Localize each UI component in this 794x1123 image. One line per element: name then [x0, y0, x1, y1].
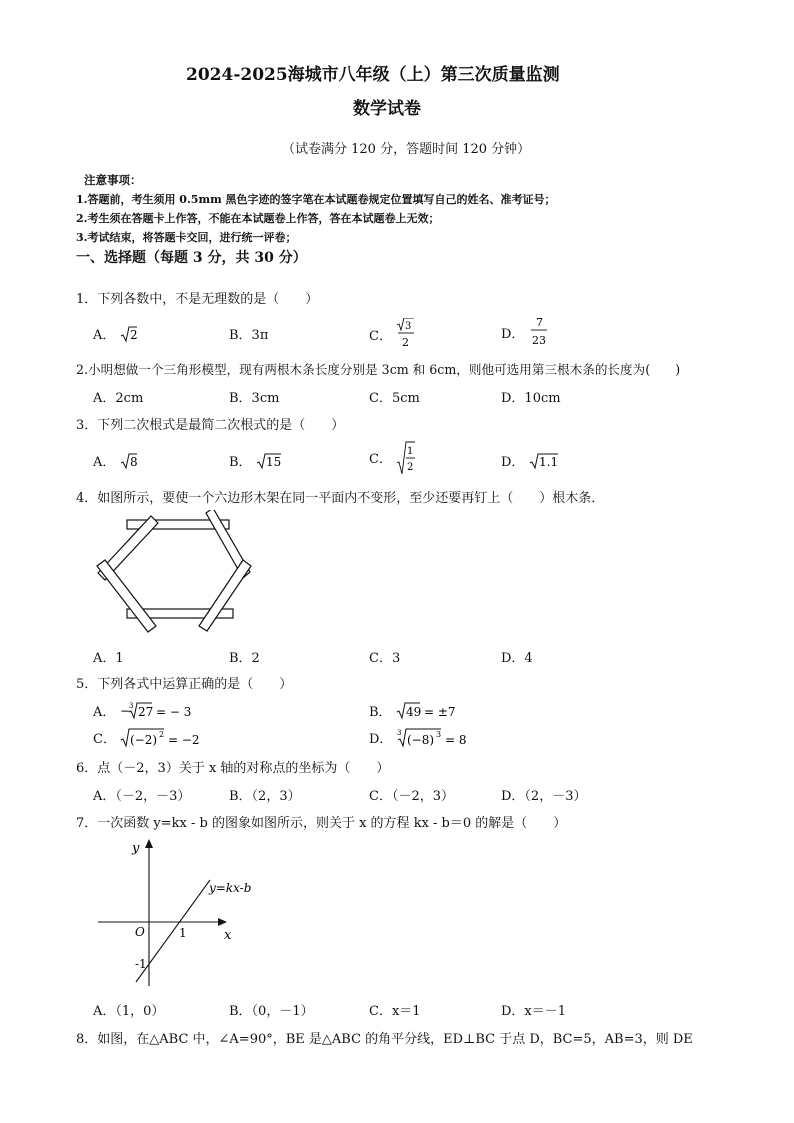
- svg-text:(−8): (−8): [406, 733, 434, 747]
- y-axis-label: y: [132, 841, 140, 856]
- q1-c-label: C．: [369, 329, 392, 344]
- q4-stem: 4．如图所示，要使一个六边形木架在同一平面内不变形，至少还要再钉上（ ）根木条．: [76, 491, 605, 506]
- q2-option-a: A．2cm: [93, 391, 144, 406]
- q3-d-label: D．: [501, 455, 525, 470]
- q5-a-label: A．: [93, 705, 116, 720]
- svg-text:= ±7: = ±7: [423, 705, 456, 719]
- svg-text:1.1: 1.1: [538, 455, 558, 469]
- q4-option-b: B．2: [229, 651, 260, 666]
- q6-option-c: C．（－2，3）: [369, 789, 454, 804]
- q7-option-b: B．（0，－1）: [229, 1004, 314, 1019]
- q3-option-b: [229, 451, 282, 470]
- sqrt-2-expr: [120, 325, 138, 343]
- svg-text:2: 2: [407, 462, 414, 473]
- q1-stem: 1．下列各数中，不是无理数的是（ ）: [76, 292, 319, 307]
- function-line: [136, 880, 210, 982]
- svg-text:= − 3: = − 3: [155, 705, 191, 719]
- svg-text:2: 2: [129, 328, 138, 342]
- q3-option-c: [369, 441, 416, 475]
- q3-stem: 3．下列二次根式是最简二次根式的是（ ）: [76, 418, 345, 433]
- origin-label: O: [135, 925, 145, 939]
- cuberoot-neg8-cubed-expr: [397, 727, 497, 749]
- section-heading: 一、选择题（每题 3 分，共 30 分）: [76, 250, 307, 266]
- svg-text:= −2: = −2: [168, 733, 200, 747]
- q5-stem: 5．下列各式中运算正确的是（ ）: [76, 677, 293, 692]
- note-item-1: 1.答题前，考生须用 0.5mm 黑色字迹的签字笔在本试题卷规定位置填写自己的姓名、准考证号；: [76, 193, 556, 206]
- q3-option-d: [501, 451, 559, 470]
- svg-text:27: 27: [137, 705, 153, 719]
- svg-text:2: 2: [402, 336, 410, 349]
- y-intercept-label: -1: [135, 957, 147, 971]
- neg-cuberoot-27-expr: [120, 701, 206, 721]
- q5-option-d: [369, 727, 497, 749]
- q1-d-label: D．: [501, 327, 525, 342]
- x-axis-label: x: [224, 928, 232, 943]
- exam-info: （试卷满分 120 分，答题时间 120 分钟）: [282, 142, 531, 157]
- seven-over-23-expr: [529, 314, 549, 348]
- q2-option-c: C．5cm: [369, 391, 420, 406]
- svg-text:23: 23: [531, 334, 546, 347]
- q1-option-b: B．3π: [229, 328, 269, 343]
- svg-text:15: 15: [265, 455, 281, 469]
- y-axis-arrow: [145, 839, 153, 848]
- q4-option-d: D．4: [501, 651, 533, 666]
- q6-option-d: D．（2，－3）: [501, 789, 587, 804]
- x-axis-arrow: [218, 918, 227, 926]
- q5-option-a: [93, 701, 206, 721]
- q6-stem: 6．点（－2，3）关于 x 轴的对称点的坐标为（ ）: [76, 761, 390, 776]
- q5-option-b: [369, 701, 476, 721]
- sqrt-15-expr: [256, 452, 282, 470]
- q6-option-b: B．（2，3）: [229, 789, 301, 804]
- q2-option-b: B．3cm: [229, 391, 280, 406]
- q1-a-label: A．: [93, 328, 116, 343]
- q2-option-d: D．10cm: [501, 391, 561, 406]
- q3-b-label: B．: [229, 455, 252, 470]
- sqrt-49-expr: [396, 701, 476, 721]
- q5-option-c: [93, 727, 220, 749]
- sqrt-1-1-expr: [529, 452, 559, 470]
- note-item-3: 3.考试结束，将答题卡交回，进行统一评卷；: [76, 231, 297, 244]
- svg-text:= 8: = 8: [444, 733, 467, 747]
- svg-text:1: 1: [407, 446, 414, 457]
- q2-stem: 2.小明想做一个三角形模型，现有两根木条长度分别是 3cm 和 6cm，则他可选用第三根木条的长度为( ): [76, 362, 681, 377]
- q5-c-label: C．: [93, 732, 116, 747]
- q5-b-label: B．: [369, 705, 392, 720]
- q7-option-d: D．x＝－1: [501, 1004, 567, 1019]
- q6-option-a: A．（－2，－3）: [93, 789, 191, 804]
- svg-text:−: −: [119, 704, 130, 718]
- svg-text:49: 49: [405, 705, 421, 719]
- q7-option-c: C．x＝1: [369, 1004, 421, 1019]
- note-item-2: 2.考生须在答题卡上作答，不能在本试题卷上作答，答在本试题卷上无效；: [76, 212, 440, 225]
- q3-a-label: A．: [93, 455, 116, 470]
- svg-text:3: 3: [396, 729, 402, 737]
- notes-heading: 注意事项：: [84, 173, 142, 187]
- x-intercept-label: 1: [179, 926, 187, 940]
- q7-stem: 7．一次函数 y=kx - b 的图象如图所示，则关于 x 的方程 kx - b＝0 的解是（ ）: [76, 816, 567, 831]
- q4-option-c: C．3: [369, 651, 401, 666]
- q7-option-a: A．（1，0）: [93, 1004, 165, 1019]
- svg-text:7: 7: [535, 316, 543, 329]
- svg-text:3: 3: [405, 321, 412, 332]
- svg-text:(−2): (−2): [130, 733, 158, 747]
- sqrt-half-expr: [396, 441, 416, 475]
- sqrt3-over-2-expr: [396, 318, 416, 350]
- svg-text:3: 3: [435, 730, 441, 739]
- q1-option-a: [93, 324, 138, 343]
- line-label: y=kx-b: [209, 881, 252, 895]
- exam-subtitle: 数学试卷: [353, 99, 421, 119]
- q3-c-label: C．: [369, 452, 392, 467]
- svg-text:8: 8: [129, 455, 138, 469]
- q8-stem: 8．如图，在△ABC 中，∠A=90°，BE 是△ABC 的角平分线，ED⊥BC 于点 D，BC=5，AB=3，则 DE: [76, 1032, 693, 1047]
- q1-option-c: [369, 318, 416, 350]
- q1-option-d: [501, 314, 549, 348]
- hexagon-frame-figure: [92, 510, 262, 635]
- q3-option-a: [93, 451, 138, 470]
- sqrt-8-expr: [120, 452, 138, 470]
- exam-title: 2024-2025海城市八年级（上）第三次质量监测: [186, 65, 560, 85]
- svg-text:3: 3: [128, 702, 133, 710]
- q4-option-a: A．1: [93, 651, 124, 666]
- linear-function-graph: [92, 838, 272, 988]
- svg-text:2: 2: [159, 730, 165, 739]
- sqrt-neg2-squared-expr: [120, 727, 220, 749]
- q5-d-label: D．: [369, 732, 393, 747]
